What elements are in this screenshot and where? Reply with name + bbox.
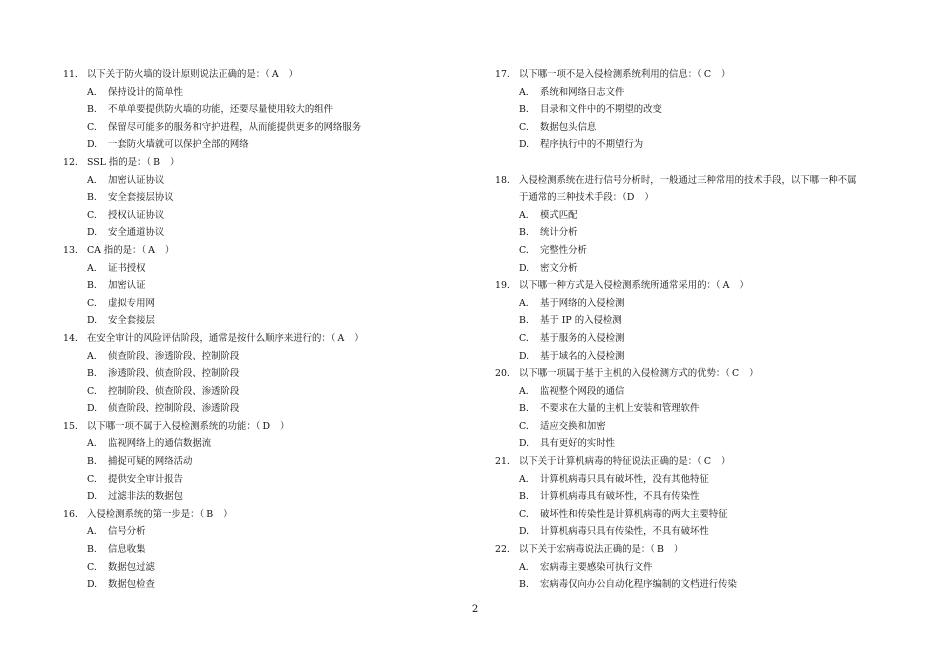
answer-close: ） — [164, 244, 175, 256]
answer-close: ） — [721, 69, 731, 80]
question-stem-line — [63, 506, 443, 524]
option-text: 基于网络的入侵检测 — [540, 297, 625, 309]
option-line — [63, 383, 443, 401]
question-block — [63, 330, 443, 418]
question-number: 20. — [495, 368, 510, 380]
option-text: 保持设计的简单性 — [108, 86, 184, 98]
answer-close: ） — [288, 69, 298, 80]
page-number: 2 — [471, 604, 479, 615]
option-line — [63, 119, 443, 137]
question-text: 以下哪一种方式是入侵检测系统所通常采用的：（ — [519, 280, 721, 292]
option-line — [495, 119, 895, 137]
option-letter: D. — [87, 579, 98, 591]
option-letter: A. — [87, 438, 97, 450]
option-line — [63, 207, 443, 225]
answer-close: ） — [749, 368, 759, 380]
option-line — [495, 576, 895, 594]
option-text: 侦查阶段、控制阶段、渗透阶段 — [108, 403, 240, 415]
option-text: 完整性分析 — [540, 244, 587, 256]
option-line — [495, 435, 895, 453]
option-letter: B. — [519, 579, 529, 591]
question-stem-line — [63, 154, 443, 172]
question-text: 以下关于计算机病毒的特征说法正确的是：（ — [519, 456, 702, 468]
option-text: 侦查阶段、渗透阶段、控制阶段 — [108, 350, 240, 362]
option-letter: A. — [519, 473, 529, 485]
option-letter: C. — [519, 332, 529, 344]
option-text: 不单单要提供防火墙的功能，还要尽量使用较大的组件 — [108, 104, 334, 116]
option-text: 计算机病毒只具有破坏性，没有其他特征 — [540, 473, 709, 485]
option-line — [63, 224, 443, 242]
question-text: 入侵检测系统的第一步是：（ — [87, 508, 205, 520]
question-text: SSL 指的是：（ — [87, 156, 152, 168]
option-letter: D. — [519, 139, 530, 151]
option-text: 捕捉可疑的网络活动 — [108, 456, 193, 468]
option-text: 系统和网络日志文件 — [540, 86, 625, 98]
option-letter: A. — [87, 174, 97, 186]
option-line — [495, 260, 895, 278]
question-stem-line — [63, 330, 443, 348]
option-letter: A. — [87, 86, 97, 98]
option-letter: C. — [519, 121, 529, 133]
answer-letter: B — [656, 544, 664, 556]
option-line — [495, 312, 895, 330]
option-letter: A. — [519, 561, 529, 573]
question-stem-line — [63, 418, 443, 436]
option-letter: A. — [87, 262, 97, 274]
option-line — [495, 101, 895, 119]
question-stem-line — [495, 541, 895, 559]
option-line — [63, 576, 443, 594]
option-text: 安全通道协议 — [108, 227, 165, 239]
option-line — [63, 136, 443, 154]
answer-close: ） — [354, 332, 364, 344]
left-column — [63, 66, 443, 594]
question-number: 21. — [495, 456, 510, 468]
option-text: 提供安全审计报告 — [108, 473, 184, 485]
answer-letter: B — [153, 156, 160, 168]
option-letter: D. — [519, 438, 530, 450]
question-stem-line — [495, 453, 895, 471]
option-line — [63, 295, 443, 313]
question-number: 22. — [495, 544, 510, 556]
option-text: 过滤非法的数据包 — [108, 491, 184, 503]
question-stem-line — [495, 172, 895, 190]
option-letter: D. — [519, 526, 530, 538]
answer-letter: C — [703, 456, 711, 468]
option-line — [63, 84, 443, 102]
question-block — [495, 541, 895, 594]
question-stem-line — [63, 242, 443, 260]
answer-letter: D — [262, 420, 270, 432]
option-letter: A. — [519, 297, 529, 309]
question-number: 17. — [495, 69, 510, 80]
option-text: 基于 IP 的入侵检测 — [540, 315, 622, 327]
right-column — [495, 66, 895, 594]
option-letter: B. — [519, 403, 529, 415]
option-line — [495, 224, 895, 242]
option-line — [495, 559, 895, 577]
option-line — [63, 348, 443, 366]
question-stem-continuation — [495, 189, 895, 207]
question-block — [495, 172, 895, 278]
option-text: 加密认证协议 — [108, 174, 165, 186]
option-line — [63, 260, 443, 278]
option-line — [495, 330, 895, 348]
option-line — [63, 523, 443, 541]
question-text: 在安全审计的风险评估阶段，通常是按什么顺序来进行的：（ — [87, 332, 336, 344]
question-stem-line — [63, 66, 443, 84]
answer-letter: A — [337, 332, 345, 344]
option-line — [495, 295, 895, 313]
option-text: 计算机病毒只具有传染性，不具有破坏性 — [540, 526, 709, 538]
answer-letter: C — [731, 368, 740, 380]
option-line — [63, 312, 443, 330]
option-line — [495, 506, 895, 524]
option-letter: B. — [87, 192, 97, 204]
option-letter: B. — [87, 280, 97, 292]
option-letter: B. — [519, 227, 529, 239]
option-line — [63, 101, 443, 119]
option-text: 基于服务的入侵检测 — [540, 332, 625, 344]
question-number: 11. — [63, 69, 78, 80]
option-line — [495, 348, 895, 366]
option-text: 不要求在大量的主机上安装和管理软件 — [540, 403, 700, 415]
option-text: 程序执行中的不期望行为 — [540, 139, 644, 151]
option-text: 信息收集 — [108, 544, 146, 556]
option-line — [495, 471, 895, 489]
option-letter: D. — [87, 315, 98, 327]
answer-letter: A — [271, 69, 279, 80]
option-line — [63, 488, 443, 506]
option-letter: C. — [519, 420, 529, 432]
option-text: 具有更好的实时性 — [540, 438, 616, 450]
answer-letter: A — [148, 244, 155, 256]
question-block — [63, 418, 443, 506]
question-number: 15. — [63, 420, 78, 432]
option-letter: D. — [519, 262, 530, 274]
answer-letter: D — [626, 192, 635, 204]
option-text: 计算机病毒具有破坏性，不具有传染性 — [540, 491, 700, 503]
option-line — [63, 400, 443, 418]
option-line — [63, 559, 443, 577]
question-text: CA 指的是：（ — [87, 244, 147, 256]
question-text: 入侵检测系统在进行信号分析时，一般通过三种常用的技术手段，以下哪一种不属 — [519, 174, 857, 186]
option-letter: C. — [87, 473, 97, 485]
option-letter: A. — [519, 385, 529, 397]
question-block — [495, 277, 895, 365]
question-block — [63, 66, 443, 154]
option-line — [63, 277, 443, 295]
option-text: 数据包检查 — [108, 579, 155, 591]
option-text: 安全套接层协议 — [108, 192, 174, 204]
option-letter: D. — [87, 403, 98, 415]
option-text: 监视整个网段的通信 — [540, 385, 625, 397]
option-text: 证书授权 — [108, 262, 146, 274]
option-line — [495, 207, 895, 225]
option-text: 目录和文件中的不期望的改变 — [540, 104, 662, 116]
question-number: 18. — [495, 174, 510, 186]
option-text: 密文分析 — [540, 262, 578, 274]
answer-close: ） — [223, 508, 233, 520]
option-letter: D. — [87, 227, 98, 239]
option-line — [63, 435, 443, 453]
option-letter: C. — [87, 209, 97, 221]
option-letter: B. — [87, 456, 97, 468]
option-line — [495, 242, 895, 260]
option-line — [495, 383, 895, 401]
option-line — [63, 172, 443, 190]
option-text: 加密认证 — [108, 280, 146, 292]
option-line — [495, 488, 895, 506]
option-line — [495, 523, 895, 541]
option-text: 授权认证协议 — [108, 209, 165, 221]
option-text: 基于域名的入侵检测 — [540, 350, 625, 362]
question-number: 14. — [63, 332, 78, 344]
option-letter: B. — [519, 104, 529, 116]
option-letter: C. — [87, 297, 97, 309]
blank-spacer — [495, 154, 895, 172]
question-block — [495, 365, 895, 453]
question-stem-line — [495, 277, 895, 295]
option-letter: D. — [87, 139, 98, 151]
question-text-continued: 于通常的三种技术手段：（ — [519, 192, 627, 204]
option-line — [495, 136, 895, 154]
option-letter: C. — [87, 385, 97, 397]
option-text: 一套防火墙就可以保护全部的网络 — [108, 139, 249, 151]
question-text: 以下哪一项不是入侵检测系统利用的信息：（ — [519, 69, 702, 80]
option-text: 安全套接层 — [108, 315, 155, 327]
option-letter: C. — [87, 121, 97, 133]
option-text: 破坏性和传染性是计算机病毒的两大主要特征 — [540, 508, 728, 520]
option-text: 模式匹配 — [540, 209, 578, 221]
option-letter: C. — [519, 508, 529, 520]
option-text: 控制阶段、侦查阶段、渗透阶段 — [108, 385, 240, 397]
question-number: 12. — [63, 156, 78, 168]
question-block — [495, 66, 895, 154]
option-line — [63, 453, 443, 471]
answer-letter: A — [722, 280, 730, 292]
answer-close: ） — [279, 420, 290, 432]
answer-close: ） — [721, 456, 731, 468]
option-line — [63, 471, 443, 489]
option-line — [495, 400, 895, 418]
answer-close: ） — [739, 280, 749, 292]
option-letter: A. — [87, 350, 97, 362]
option-text: 监视网络上的通信数据流 — [108, 438, 212, 450]
option-text: 宏病毒主要感染可执行文件 — [540, 561, 653, 573]
option-letter: C. — [87, 561, 97, 573]
option-letter: A. — [519, 209, 529, 221]
question-number: 16. — [63, 508, 78, 520]
option-text: 统计分析 — [540, 227, 578, 239]
option-letter: D. — [519, 350, 530, 362]
option-letter: B. — [519, 315, 529, 327]
answer-close: ） — [169, 156, 180, 168]
question-text: 以下哪一项属于基于主机的入侵检测方式的优势：（ — [519, 368, 730, 380]
option-letter: A. — [87, 526, 97, 538]
option-line — [63, 541, 443, 559]
option-letter: B. — [87, 104, 97, 116]
option-letter: B. — [519, 491, 529, 503]
question-block — [63, 242, 443, 330]
question-block — [63, 506, 443, 594]
answer-letter: B — [206, 508, 214, 520]
option-text: 保留尽可能多的服务和守护进程，从而能提供更多的网络服务 — [108, 121, 362, 133]
option-text: 渗透阶段、侦查阶段、控制阶段 — [108, 368, 240, 380]
option-text: 宏病毒仅向办公自动化程序编制的文档进行传染 — [540, 579, 737, 591]
option-line — [495, 84, 895, 102]
option-line — [495, 418, 895, 436]
question-block — [63, 154, 443, 242]
question-number: 13. — [63, 244, 78, 256]
option-letter: B. — [87, 544, 97, 556]
option-text: 信号分析 — [108, 526, 146, 538]
question-text: 以下关于宏病毒说法正确的是：（ — [519, 544, 655, 556]
question-block — [495, 453, 895, 541]
answer-close: ） — [644, 192, 654, 204]
option-text: 数据包头信息 — [540, 121, 597, 133]
question-text: 以下关于防火墙的设计原则说法正确的是：（ — [87, 69, 270, 80]
option-letter: D. — [87, 491, 98, 503]
question-text: 以下哪一项不属于入侵检测系统的功能：（ — [87, 420, 261, 432]
question-stem-line — [495, 365, 895, 383]
option-text: 适应交换和加密 — [540, 420, 606, 432]
option-line — [63, 189, 443, 207]
question-stem-line — [495, 66, 895, 84]
option-line — [63, 365, 443, 383]
option-text: 虚拟专用网 — [108, 297, 155, 309]
answer-close: ） — [673, 544, 684, 556]
answer-letter: C — [703, 69, 711, 80]
option-letter: C. — [519, 244, 529, 256]
option-text: 数据包过滤 — [108, 561, 155, 573]
question-number: 19. — [495, 280, 510, 292]
option-letter: B. — [87, 368, 97, 380]
option-letter: A. — [519, 86, 529, 98]
